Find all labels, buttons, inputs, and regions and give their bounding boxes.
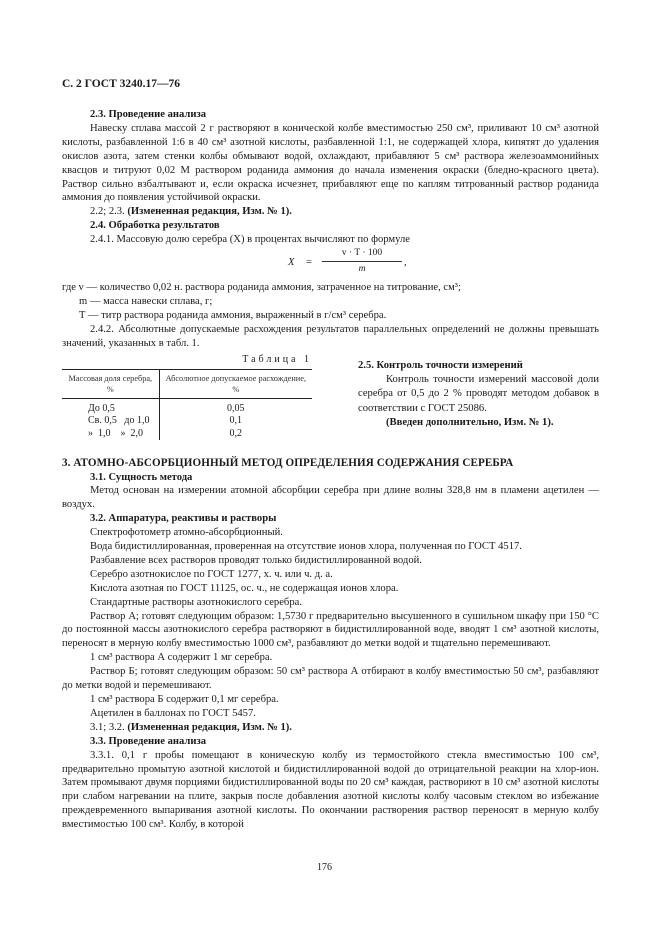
table-and-sidebar: [62, 353, 599, 457]
edit-note-ref: 2.2; 2.3.: [90, 206, 128, 218]
table-caption: Таблица 1: [242, 353, 312, 365]
section-2-3-text: Навеску сплава массой 2 г растворяют в конической колбе вместимостью 250 см³, приливают 10 см³ азотной кислоты, разбавленной 1:6 в 40 см³ азотной кислоты, разбавленной 1:1, не содержащей хлора, кипятят до удаления окислов азота, затем стенки колбы обмывают водой, охлаждают, прибавляют 5 см³ раствора железоаммонийных квасцов и титруют 0,02 М раствором роданида аммония до начала изменения окраски (бледно-красного цвета). Раствор сильно взбалтывают и, если окраска исчезнет, прибавляют еще по каплям титрованный раствор роданида аммония до появления устойчивой окраски.: [62, 122, 599, 204]
edit-note-label: (Измененная редакция, Изм. № 1).: [127, 206, 292, 218]
section-2-4-1-text: 2.4.1. Массовую долю серебра (X) в процентах вычисляют по формуле: [90, 234, 410, 246]
formula-equals: =: [306, 257, 312, 269]
formula: [62, 247, 599, 281]
section-2-3-edit-note: [62, 205, 599, 219]
section-3-1-text: Метод основан на измерении атомной абсорбции серебра при длине волны 328,8 нм в пламени ацетилен — воздух.: [62, 485, 599, 511]
section-3-1-heading: 3.1. Сущность метода: [90, 471, 193, 483]
reagent-line: Спектрофотометр атомно-абсорбционный.: [90, 527, 283, 539]
section-3-heading: 3. АТОМНО-АБСОРБЦИОННЫЙ МЕТОД ОПРЕДЕЛЕНИЯ СОДЕРЖАНИЯ СЕРЕБРА: [62, 456, 514, 469]
solution-a-text: Раствор А; готовят следующим образом: 1,5730 г предварительно высушенного в сушильном шкафу при 150 °С до постоянной массы азотнокислого серебра растворяют в бидистиллированной воде, вводят 1 см³ азотной кислоты, переносят в мерную колбу вместимостью 1000 см³, разбавляют до метки водой и тщательно перемешивают.: [62, 610, 599, 650]
section-3-3-heading: 3.3. Проведение анализа: [90, 735, 206, 747]
table-row: [62, 428, 312, 441]
table-cell-value: 0,1: [159, 415, 312, 428]
solution-b-text: Раствор Б; готовят следующим образом: 50 см³ раствора А отбирают в колбу вместимостью 50 см³, разбавляют до метки водой и перемешивают.: [62, 666, 599, 692]
table-row: [62, 415, 312, 428]
fraction-bar: [322, 261, 402, 262]
section-2-5-heading: 2.5. Контроль точности измерений: [358, 359, 523, 371]
section-2-5-added-note: (Введен дополнительно, Изм. № 1).: [386, 417, 554, 429]
running-header: С. 2 ГОСТ 3240.17—76: [62, 78, 181, 90]
page-number: 176: [317, 862, 332, 873]
column-header-tolerance: Абсолютное допускаемое расхождение, %: [159, 369, 312, 398]
formula-comma: ,: [404, 257, 407, 269]
tolerance-table: [62, 369, 312, 441]
reagent-line: Серебро азотнокислое по ГОСТ 1277, х. ч. или ч. д. а.: [90, 568, 333, 580]
page-body: [62, 108, 599, 832]
table-cell-range: Св. 0,5 до 1,0: [88, 415, 150, 426]
table-cell-range: До 0,5: [88, 402, 115, 414]
section-2-5: [358, 359, 599, 431]
legend-m: m — масса навески сплава, г;: [79, 295, 213, 307]
section-2-5-text: Контроль точности измерений массовой доли серебра от 0,5 до 2 % проводят методом добавок в соответствии с ГОСТ 25086.: [358, 374, 599, 414]
reagent-line: Стандартные растворы азотнокислого серебра.: [90, 596, 302, 608]
edit-note-label: (Измененная редакция, Изм. № 1).: [127, 721, 292, 733]
legend-t: T — титр раствора роданида аммония, выраженный в г/см³ серебра.: [79, 309, 387, 321]
table-cell-value: 0,05: [159, 398, 312, 415]
reagent-line: Разбавление всех растворов проводят только бидистиллированной водой.: [90, 554, 422, 566]
section-2-4-2-text: 2.4.2. Абсолютные допускаемые расхождения результатов параллельных определений не должны превышать значений, указанных в табл. 1.: [62, 323, 599, 349]
acetylene-line: Ацетилен в баллонах по ГОСТ 5457.: [90, 707, 256, 719]
formula-denominator: m: [358, 264, 366, 275]
section-2-4-heading: 2.4. Обработка результатов: [90, 220, 220, 232]
column-header-silver: Массовая доля серебра, %: [62, 369, 159, 398]
edit-note-ref: 3.1; 3.2.: [90, 721, 128, 733]
table-row: [62, 398, 312, 415]
legend-v: где v — количество 0,02 н. раствора роданида аммония, затраченное на титрование, см³;: [62, 282, 461, 294]
formula-lhs: X: [288, 257, 295, 269]
section-3-2-heading: 3.2. Аппаратура, реактивы и растворы: [90, 513, 277, 525]
section-2-3-heading: 2.3. Проведение анализа: [90, 109, 206, 120]
formula-numerator: v · T · 100: [341, 248, 383, 259]
reagent-line: Вода бидистиллированная, проверенная на отсутствие ионов хлора, полученная по ГОСТ 4517.: [90, 541, 522, 553]
reagent-line: Кислота азотная по ГОСТ 11125, ос. ч., не содержащая ионов хлора.: [90, 582, 399, 594]
table-cell-value: 0,2: [159, 428, 312, 441]
section-3-edit-note: [62, 721, 599, 735]
solution-b-content: 1 см³ раствора Б содержит 0,1 мг серебра.: [90, 694, 279, 705]
table-1: [62, 353, 312, 440]
section-3-3-1-text: 3.3.1. 0,1 г пробы помещают в коническую колбу из термостойкого стекла вместимостью 100 см³, предварительно промытую азотной кислотой и бидистиллированной водой до отрицательной реакции на хлор-ион. Затем промывают двумя порциями бидистиллированной воды по 20 см³ каждая, раствориют в 10 см³ азотной кислоты при слабом нагревании на плите, закрыв после добавления азотной кислоты колбу часовым стеклом во избежание преждевременного выпаривания азотной кислоты. По окончании растворения раствор переносят в мерную колбу вместимостью 100 см³. Колбу, в которой: [62, 749, 599, 831]
table-cell-range: » 1,0 » 2,0: [88, 427, 143, 439]
solution-a-content: 1 см³ раствора А содержит 1 мг серебра.: [90, 652, 273, 664]
